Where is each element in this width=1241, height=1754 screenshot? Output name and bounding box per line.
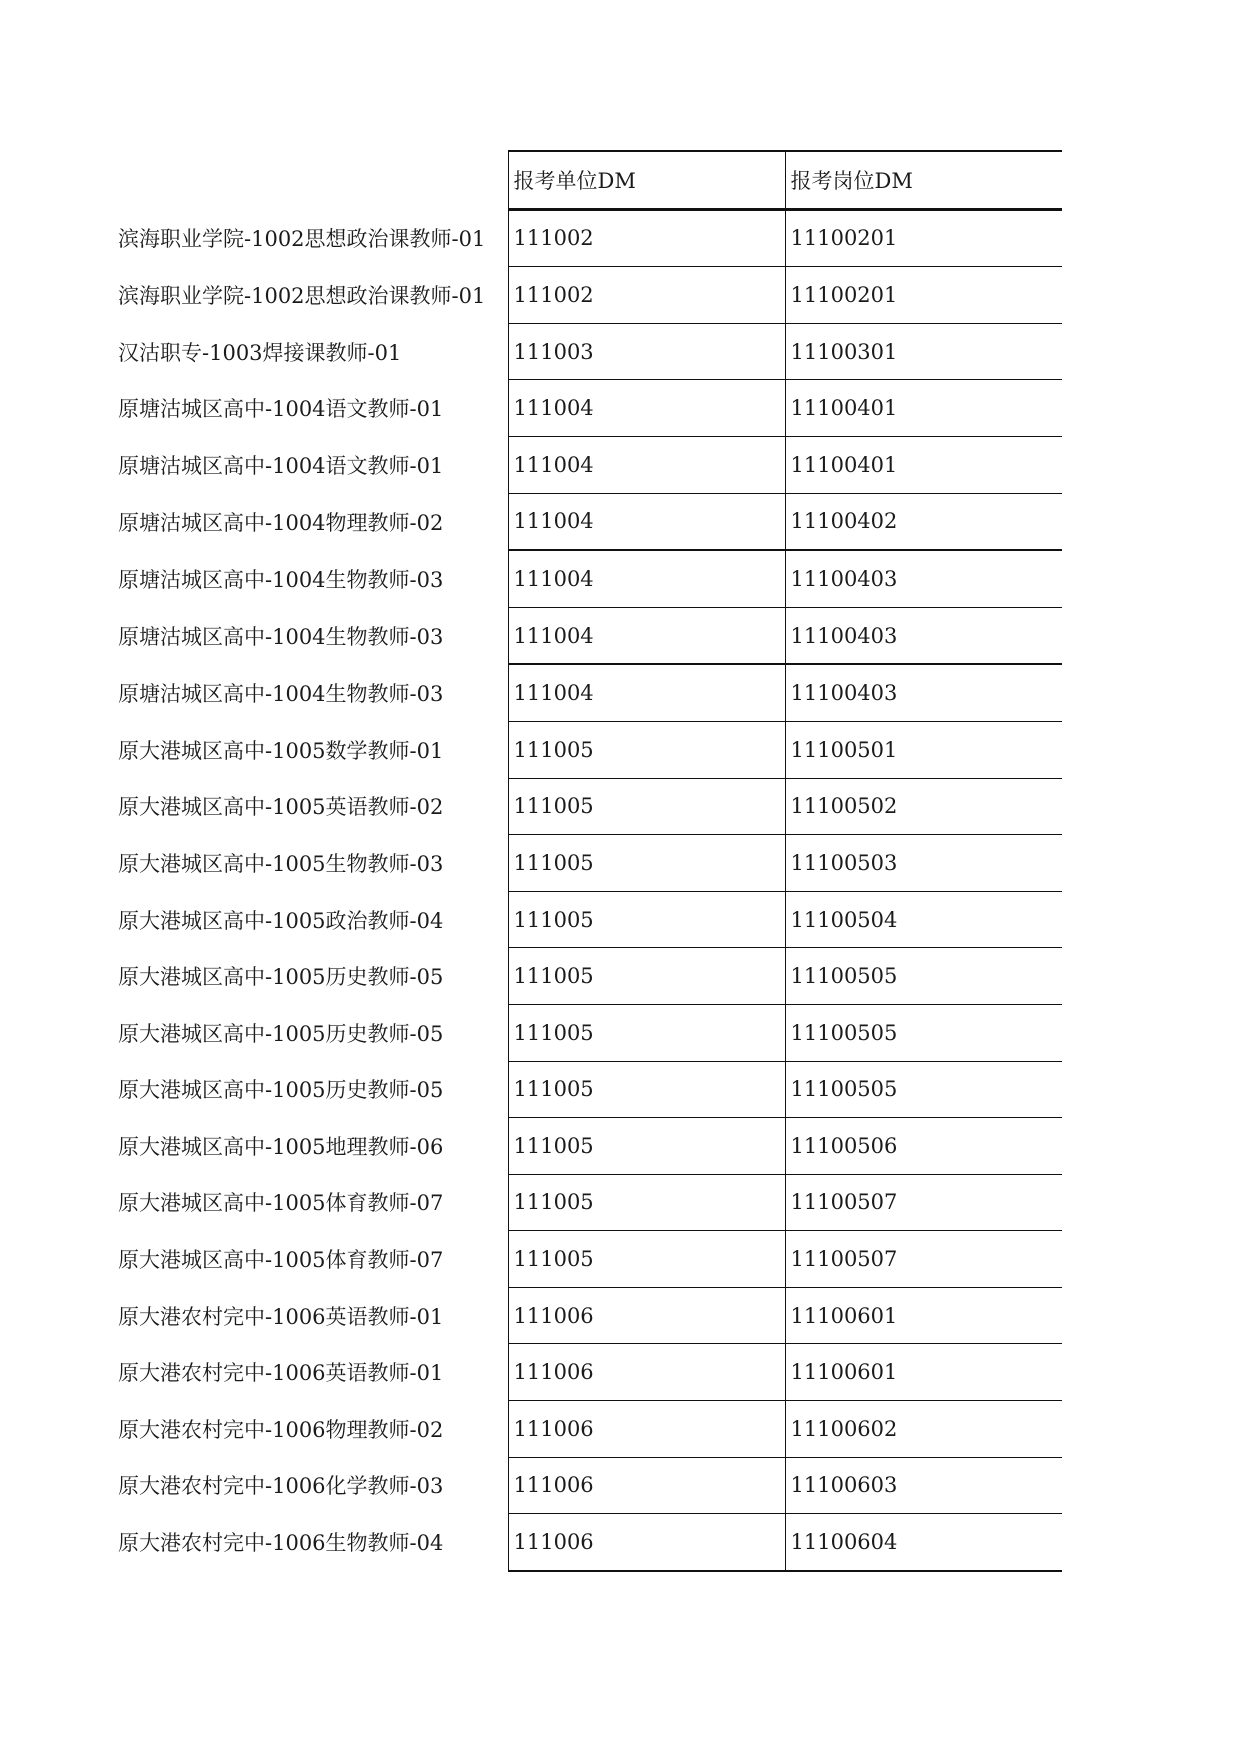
post-code-cell: 11100505 bbox=[785, 948, 1062, 1005]
post-code-cell: 11100401 bbox=[785, 380, 1062, 437]
unit-code-cell: 111005 bbox=[508, 1118, 785, 1175]
post-code-cell: 11100504 bbox=[785, 891, 1062, 948]
table-row bbox=[118, 948, 1062, 1005]
post-code-cell: 11100505 bbox=[785, 1061, 1062, 1118]
post-code-cell: 11100201 bbox=[785, 267, 1062, 324]
post-code-cell: 11100403 bbox=[785, 607, 1062, 664]
post-code-cell: 11100507 bbox=[785, 1231, 1062, 1288]
table-row bbox=[118, 835, 1062, 892]
table-row bbox=[118, 550, 1062, 607]
row-label: 原塘沽城区高中-1004物理教师-02 bbox=[118, 510, 444, 535]
unit-code-cell: 111005 bbox=[508, 891, 785, 948]
post-code-cell: 11100505 bbox=[785, 1004, 1062, 1061]
row-label: 原大港农村完中-1006生物教师-04 bbox=[118, 1531, 444, 1556]
row-label: 原大港城区高中-1005数学教师-01 bbox=[118, 738, 444, 763]
unit-code-cell: 111006 bbox=[508, 1457, 785, 1514]
post-code-cell: 11100507 bbox=[785, 1174, 1062, 1231]
post-code-cell: 11100501 bbox=[785, 721, 1062, 778]
post-code-header: 报考岗位DM bbox=[785, 151, 1062, 209]
table-row bbox=[118, 323, 1062, 380]
table-row bbox=[118, 493, 1062, 550]
table-row bbox=[118, 380, 1062, 437]
post-code-cell: 11100401 bbox=[785, 436, 1062, 493]
job-code-table bbox=[118, 150, 1062, 1572]
unit-code-cell: 111005 bbox=[508, 721, 785, 778]
table-row bbox=[118, 607, 1062, 664]
row-label: 原大港农村完中-1006英语教师-01 bbox=[118, 1361, 444, 1386]
row-label: 原塘沽城区高中-1004语文教师-01 bbox=[118, 397, 444, 422]
row-label: 原塘沽城区高中-1004生物教师-03 bbox=[118, 681, 444, 706]
post-code-cell: 11100403 bbox=[785, 550, 1062, 607]
post-code-cell: 11100201 bbox=[785, 209, 1062, 267]
unit-code-cell: 111002 bbox=[508, 209, 785, 267]
row-label: 原大港城区高中-1005历史教师-05 bbox=[118, 965, 444, 990]
table-row bbox=[118, 1174, 1062, 1231]
table-row bbox=[118, 664, 1062, 721]
unit-code-cell: 111004 bbox=[508, 493, 785, 550]
table-row bbox=[118, 1344, 1062, 1401]
row-label: 原大港农村完中-1006化学教师-03 bbox=[118, 1474, 444, 1499]
unit-code-cell: 111006 bbox=[508, 1401, 785, 1458]
unit-code-cell: 111006 bbox=[508, 1287, 785, 1344]
unit-code-cell: 111005 bbox=[508, 1231, 785, 1288]
unit-code-cell: 111005 bbox=[508, 1061, 785, 1118]
table-row bbox=[118, 891, 1062, 948]
row-label: 汉沽职专-1003焊接课教师-01 bbox=[118, 340, 402, 365]
unit-code-cell: 111005 bbox=[508, 1004, 785, 1061]
post-code-cell: 11100403 bbox=[785, 664, 1062, 721]
table-row bbox=[118, 1401, 1062, 1458]
post-code-cell: 11100301 bbox=[785, 323, 1062, 380]
table-row bbox=[118, 778, 1062, 835]
table-row bbox=[118, 267, 1062, 324]
table-row bbox=[118, 1457, 1062, 1514]
row-label: 原大港城区高中-1005体育教师-07 bbox=[118, 1248, 444, 1273]
unit-code-cell: 111005 bbox=[508, 948, 785, 1005]
post-code-cell: 11100506 bbox=[785, 1118, 1062, 1175]
table-row bbox=[118, 1004, 1062, 1061]
table-row bbox=[118, 1231, 1062, 1288]
row-label: 原大港城区高中-1005地理教师-06 bbox=[118, 1134, 444, 1159]
table-row bbox=[118, 1514, 1062, 1571]
row-label: 原大港农村完中-1006英语教师-01 bbox=[118, 1304, 444, 1329]
unit-code-cell: 111004 bbox=[508, 436, 785, 493]
unit-code-cell: 111006 bbox=[508, 1344, 785, 1401]
unit-code-cell: 111003 bbox=[508, 323, 785, 380]
row-label: 原大港城区高中-1005生物教师-03 bbox=[118, 851, 444, 876]
row-label: 原塘沽城区高中-1004生物教师-03 bbox=[118, 624, 444, 649]
unit-code-cell: 111005 bbox=[508, 778, 785, 835]
unit-code-cell: 111004 bbox=[508, 550, 785, 607]
header-row bbox=[118, 151, 1062, 209]
unit-code-cell: 111006 bbox=[508, 1514, 785, 1571]
post-code-cell: 11100602 bbox=[785, 1401, 1062, 1458]
row-label: 原大港城区高中-1005历史教师-05 bbox=[118, 1078, 444, 1103]
unit-code-header: 报考单位DM bbox=[508, 151, 785, 209]
post-code-cell: 11100603 bbox=[785, 1457, 1062, 1514]
unit-code-cell: 111004 bbox=[508, 607, 785, 664]
table-row bbox=[118, 721, 1062, 778]
row-label: 原大港城区高中-1005历史教师-05 bbox=[118, 1021, 444, 1046]
unit-code-cell: 111004 bbox=[508, 664, 785, 721]
post-code-cell: 11100601 bbox=[785, 1344, 1062, 1401]
unit-code-cell: 111004 bbox=[508, 380, 785, 437]
post-code-cell: 11100601 bbox=[785, 1287, 1062, 1344]
post-code-cell: 11100503 bbox=[785, 835, 1062, 892]
table-row bbox=[118, 1118, 1062, 1175]
table-row bbox=[118, 1287, 1062, 1344]
unit-code-cell: 111005 bbox=[508, 835, 785, 892]
row-label: 滨海职业学院-1002思想政治课教师-01 bbox=[118, 283, 486, 308]
row-label: 原大港城区高中-1005英语教师-02 bbox=[118, 795, 444, 820]
table-row bbox=[118, 209, 1062, 267]
row-label: 原大港农村完中-1006物理教师-02 bbox=[118, 1417, 444, 1442]
post-code-cell: 11100402 bbox=[785, 493, 1062, 550]
table-row bbox=[118, 1061, 1062, 1118]
row-label: 滨海职业学院-1002思想政治课教师-01 bbox=[118, 226, 486, 251]
post-code-cell: 11100604 bbox=[785, 1514, 1062, 1571]
table-row bbox=[118, 436, 1062, 493]
row-label: 原塘沽城区高中-1004语文教师-01 bbox=[118, 453, 444, 478]
spreadsheet-sheet bbox=[118, 150, 1062, 1572]
row-label: 原大港城区高中-1005政治教师-04 bbox=[118, 908, 444, 933]
unit-code-cell: 111002 bbox=[508, 267, 785, 324]
post-code-cell: 11100502 bbox=[785, 778, 1062, 835]
row-label: 原大港城区高中-1005体育教师-07 bbox=[118, 1191, 444, 1216]
row-label: 原塘沽城区高中-1004生物教师-03 bbox=[118, 567, 444, 592]
unit-code-cell: 111005 bbox=[508, 1174, 785, 1231]
empty-header-cell bbox=[118, 151, 508, 209]
